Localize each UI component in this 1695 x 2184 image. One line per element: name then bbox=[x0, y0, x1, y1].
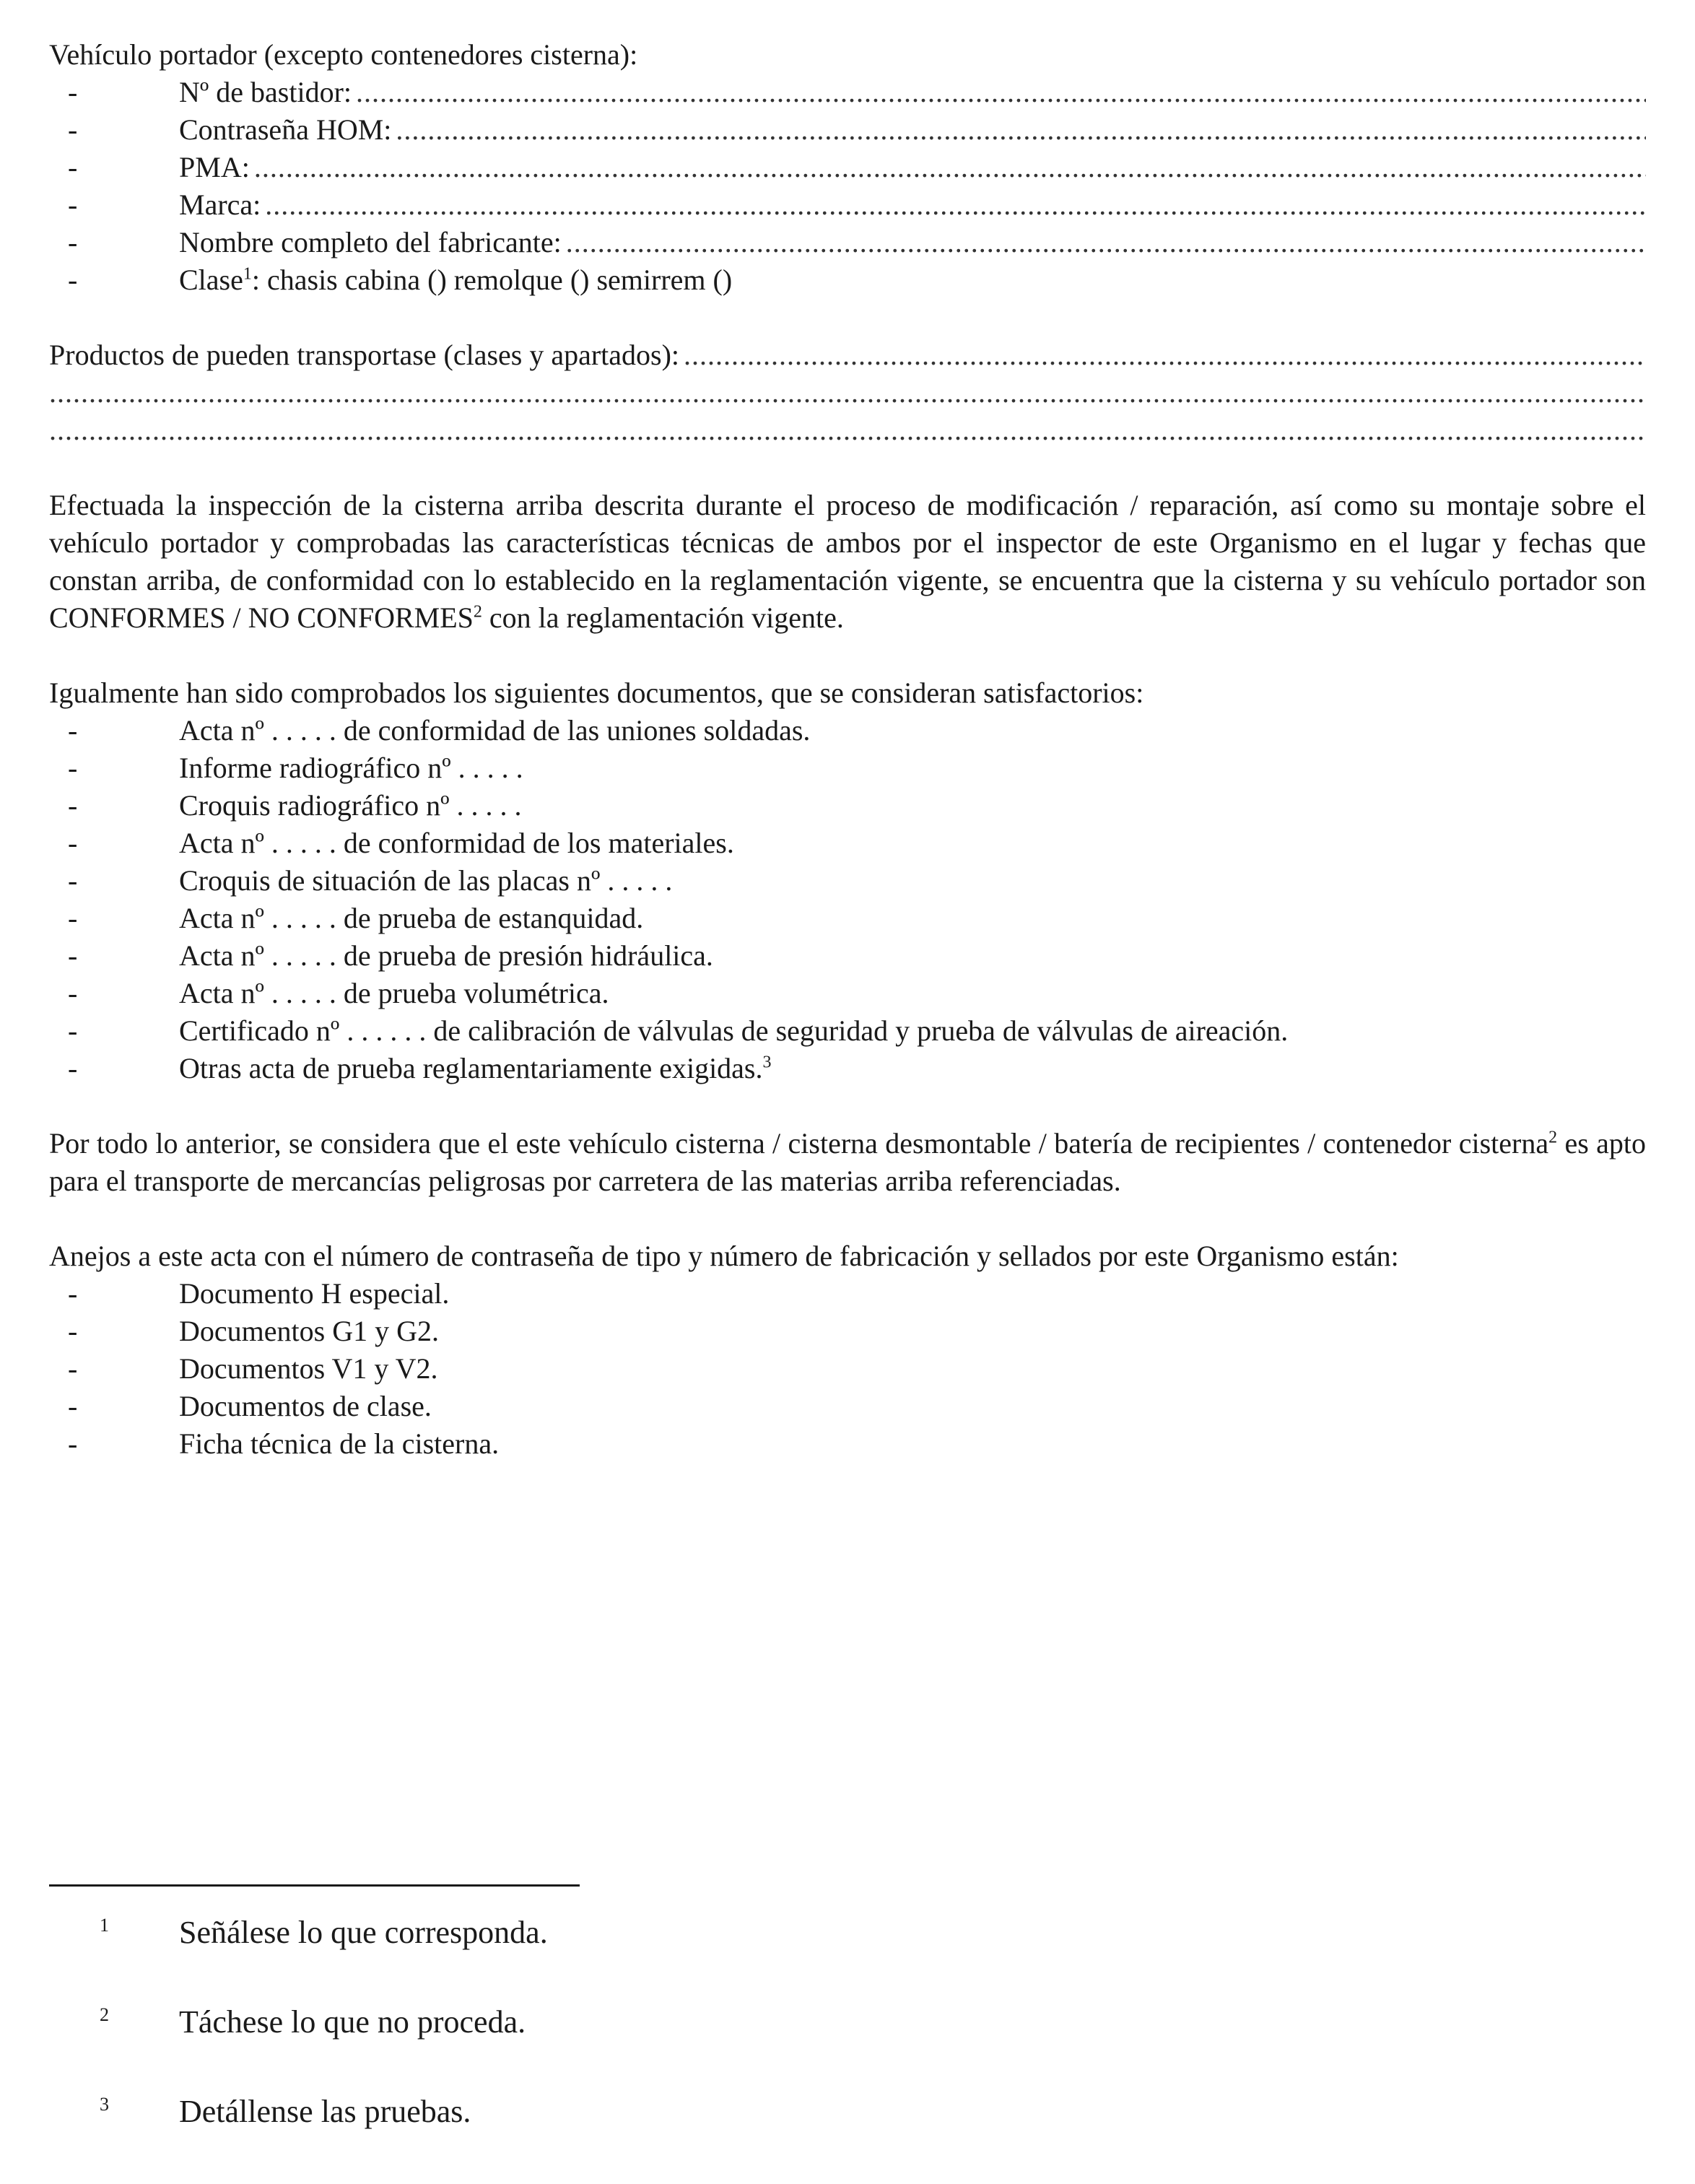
footnote bbox=[49, 2004, 915, 2093]
fill-in-line[interactable] bbox=[265, 186, 1646, 224]
fill-in-line[interactable] bbox=[49, 374, 1646, 412]
footnote-number: 3 bbox=[100, 2094, 109, 2115]
list-item bbox=[49, 1350, 1646, 1388]
list-item bbox=[49, 975, 1646, 1012]
footnote-text: Táchese lo que no proceda. bbox=[179, 2004, 526, 2040]
list-item-text: Acta nº . . . . . de prueba de presión hidráulica. bbox=[179, 939, 713, 972]
list-item bbox=[49, 862, 1646, 900]
footnote-divider bbox=[49, 1884, 580, 1887]
list-item-text: Documento H especial. bbox=[179, 1277, 450, 1310]
list-item-text: Acta nº . . . . . de prueba volumétrica. bbox=[179, 977, 609, 1009]
vehiculo-heading: Vehículo portador (excepto contenedores cisterna): bbox=[49, 38, 638, 71]
field-bastidor bbox=[49, 74, 1646, 111]
list-item-text: Acta nº . . . . . de conformidad de los materiales. bbox=[179, 827, 734, 859]
footnote bbox=[49, 1914, 915, 2004]
list-item-text: Documentos V1 y V2. bbox=[179, 1352, 438, 1385]
productos-row bbox=[49, 336, 1646, 374]
footnote-ref: 1 bbox=[243, 264, 252, 284]
list-item bbox=[49, 1388, 1646, 1425]
list-item-text: Documentos G1 y G2. bbox=[179, 1315, 439, 1347]
field-marca bbox=[49, 186, 1646, 224]
list-item-label: Otras acta de prueba reglamentariamente exigidas. bbox=[179, 1052, 763, 1084]
bullet-dash: - bbox=[68, 714, 78, 747]
list-item bbox=[49, 749, 1646, 787]
list-item bbox=[49, 1275, 1646, 1313]
footnote-ref: 2 bbox=[1548, 1128, 1558, 1147]
bullet-dash: - bbox=[68, 1352, 78, 1385]
inspeccion-text: Efectuada la inspección de la cisterna arriba descrita durante el proceso de modificación / reparación, así como su montaje sobre el vehículo portador y comprobadas las características técnicas de ambos por el inspector de este Organismo en el lugar y fechas que constan arriba, de conformidad con lo establecido en la reglamentación vigente, se encuentra que la cisterna y su vehículo portador son CONFORMES / NO CONFORMES bbox=[49, 489, 1646, 634]
footnote bbox=[49, 2093, 915, 2183]
conclusion-text-a: Por todo lo anterior, se considera que el este vehículo cisterna / cisterna desmontable / batería de recipientes / contenedor cisterna bbox=[49, 1127, 1549, 1160]
list-item bbox=[49, 1050, 1646, 1087]
anejos-section bbox=[49, 1237, 1646, 1463]
footnotes bbox=[49, 1884, 915, 2183]
field-fabricante bbox=[49, 224, 1646, 261]
bullet-dash: - bbox=[68, 1277, 78, 1310]
field-label: Nº de bastidor: bbox=[179, 76, 352, 108]
bullet-dash: - bbox=[68, 226, 78, 258]
bullet-dash: - bbox=[68, 1014, 78, 1047]
list-item bbox=[49, 712, 1646, 749]
list-item-text: Acta nº . . . . . de prueba de estanquidad. bbox=[179, 902, 644, 934]
bullet-dash: - bbox=[68, 977, 78, 1009]
footnote-text: Detállense las pruebas. bbox=[179, 2094, 471, 2129]
field-label: Contraseña HOM: bbox=[179, 113, 392, 146]
list-item bbox=[49, 1313, 1646, 1350]
field-pma bbox=[49, 149, 1646, 186]
list-item-text: Ficha técnica de la cisterna. bbox=[179, 1427, 500, 1460]
field-contrasena-hom bbox=[49, 111, 1646, 149]
bullet-dash: - bbox=[68, 113, 78, 146]
list-item bbox=[49, 1012, 1646, 1050]
anejos-intro: Anejos a este acta con el número de contraseña de tipo y número de fabricación y sellados por este Organismo están: bbox=[49, 1240, 1399, 1272]
vehiculo-section bbox=[49, 36, 1646, 299]
clase-options[interactable]: : chasis cabina () remolque () semirrem () bbox=[251, 264, 733, 296]
bullet-dash: - bbox=[68, 1315, 78, 1347]
bullet-dash: - bbox=[68, 151, 78, 183]
bullet-dash: - bbox=[68, 789, 78, 822]
clase-label: Clase bbox=[179, 264, 243, 296]
list-item bbox=[49, 937, 1646, 975]
documentos-section bbox=[49, 674, 1646, 1087]
bullet-dash: - bbox=[68, 264, 78, 296]
footnote-number: 1 bbox=[100, 1915, 109, 1936]
field-label: PMA: bbox=[179, 151, 250, 183]
fill-in-line[interactable] bbox=[396, 111, 1646, 149]
documentos-intro: Igualmente han sido comprobados los siguientes documentos, que se consideran satisfactorios: bbox=[49, 676, 1144, 709]
field-clase bbox=[49, 261, 1646, 299]
footnote-ref: 2 bbox=[473, 602, 482, 622]
clase-text bbox=[179, 261, 732, 299]
fill-in-line[interactable] bbox=[356, 74, 1646, 111]
productos-label: Productos de pueden transportase (clases y apartados): bbox=[49, 339, 680, 371]
bullet-dash: - bbox=[68, 827, 78, 859]
field-label: Nombre completo del fabricante: bbox=[179, 226, 562, 258]
conclusion-text-b: es apto para el transporte de mercancías peligrosas por carretera de las materias arriba referenciadas. bbox=[49, 1127, 1647, 1197]
conclusion-paragraph bbox=[49, 1125, 1646, 1200]
bullet-dash: - bbox=[68, 939, 78, 972]
inspeccion-paragraph bbox=[49, 487, 1646, 637]
fill-in-line[interactable] bbox=[566, 224, 1646, 261]
list-item bbox=[49, 1425, 1646, 1463]
bullet-dash: - bbox=[68, 902, 78, 934]
bullet-dash: - bbox=[68, 1052, 78, 1084]
list-item-text: Croquis de situación de las placas nº . . . . . bbox=[179, 864, 673, 897]
fill-in-line[interactable] bbox=[684, 336, 1646, 374]
list-item bbox=[49, 825, 1646, 862]
list-item-text: Documentos de clase. bbox=[179, 1390, 432, 1422]
list-item-text: Certificado nº . . . . . . de calibración de válvulas de seguridad y prueba de válvulas de aireación. bbox=[179, 1014, 1289, 1047]
bullet-dash: - bbox=[68, 188, 78, 221]
fill-in-line[interactable] bbox=[49, 412, 1646, 449]
footnote-text: Señálese lo que corresponda. bbox=[179, 1915, 548, 1950]
footnote-number: 2 bbox=[100, 2004, 109, 2025]
list-item-text: Croquis radiográfico nº . . . . . bbox=[179, 789, 522, 822]
list-item-text: Informe radiográfico nº . . . . . bbox=[179, 752, 523, 784]
bullet-dash: - bbox=[68, 76, 78, 108]
list-item bbox=[49, 787, 1646, 825]
inspeccion-tail: con la reglamentación vigente. bbox=[482, 601, 844, 634]
list-item-text bbox=[179, 1050, 772, 1087]
bullet-dash: - bbox=[68, 1390, 78, 1422]
fill-in-line[interactable] bbox=[254, 149, 1646, 186]
bullet-dash: - bbox=[68, 864, 78, 897]
document-page bbox=[49, 36, 1646, 1463]
productos-section bbox=[49, 336, 1646, 449]
list-item bbox=[49, 900, 1646, 937]
field-label: Marca: bbox=[179, 188, 261, 221]
footnote-ref: 3 bbox=[762, 1053, 772, 1072]
bullet-dash: - bbox=[68, 1427, 78, 1460]
bullet-dash: - bbox=[68, 752, 78, 784]
list-item-text: Acta nº . . . . . de conformidad de las uniones soldadas. bbox=[179, 714, 811, 747]
